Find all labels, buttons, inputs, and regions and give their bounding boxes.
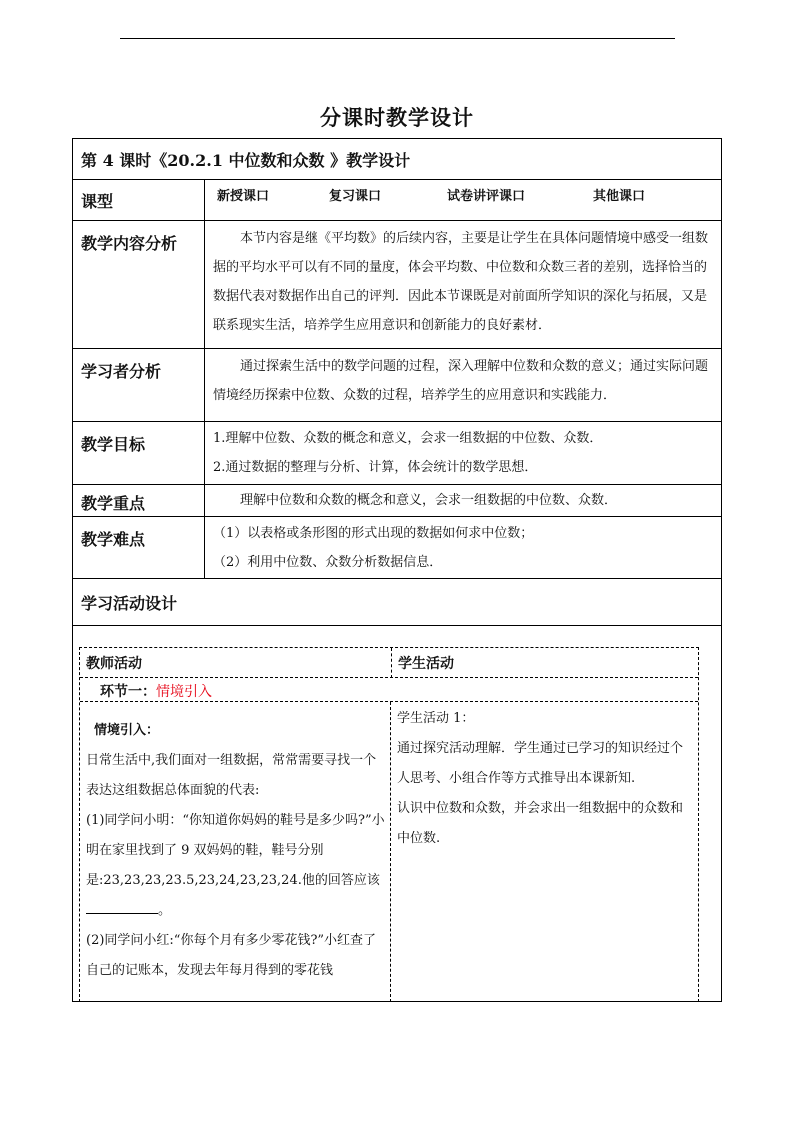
difficult-points-label: 教学难点 <box>73 517 205 578</box>
section-prefix: 环节一： <box>100 684 156 700</box>
teacher-paragraph-1: 日常生活中,我们面对一组数据，常常需要寻找一个表达这组数据总体面貌的代表: <box>86 753 377 798</box>
lesson-title: 第 4 课时《20.2.1 中位数和众数 》教学设计 <box>73 139 721 180</box>
lesson-type-option-review[interactable]: 复习课口 <box>329 189 382 204</box>
lesson-type-label: 课型 <box>73 180 205 220</box>
section-name: 情境引入 <box>156 684 212 700</box>
answer-blank[interactable] <box>86 899 158 914</box>
teacher-subtitle: 情境引入： <box>94 723 160 738</box>
difficult-points-row <box>73 517 721 579</box>
learner-analysis-label: 学习者分析 <box>73 349 205 421</box>
content-analysis-row <box>73 221 721 349</box>
content-analysis-text: 本节内容是继《平均数》的后续内容，主要是让学生在具体问题情境中感受一组数据的平均水平可以有不同的量度，体会平均数、中位数和众数三者的差别，选择恰当的数据代表对数据作出自己的评判．因此本节课既是对前面所学知识的深化与拓展，又是联系现实生活，培养学生应用意识和创新能力的良好素材． <box>213 231 709 333</box>
teacher-paragraph-3: (2)同学问小红:“你每个月有多少零花钱?”小红查了自己的记账本，发现去年每月得到的零花钱 <box>86 933 377 978</box>
lesson-type-option-exam[interactable]: 试卷讲评课口 <box>447 189 526 204</box>
key-points-text: 理解中位数和众数的概念和意义，会求一组数据的中位数、众数． <box>240 493 618 508</box>
lesson-type-options <box>205 180 721 220</box>
student-paragraph-2: 认识中位数和众数，并会求出一组数据中的众数和中位数. <box>397 801 684 846</box>
learner-analysis-row <box>73 349 721 422</box>
key-points-row <box>73 485 721 517</box>
difficult-point-1: （1）以表格或条形图的形式出现的数据如何求中位数； <box>213 526 534 541</box>
content-analysis-label: 教学内容分析 <box>73 221 205 348</box>
student-activity-title: 学生活动 1： <box>397 711 475 726</box>
teaching-goals-row <box>73 422 721 485</box>
activity-table <box>79 647 699 1002</box>
student-paragraph-1: 通过探究活动理解．学生通过已学习的知识经过个人思考、小组合作等方式推导出本课新知. <box>397 741 684 786</box>
activity-table-header <box>80 648 698 678</box>
lesson-type-option-other[interactable]: 其他课口 <box>593 189 646 204</box>
lesson-plan-table <box>72 138 722 1002</box>
document-title: 分课时教学设计 <box>320 105 474 130</box>
activity-design-heading: 学习活动设计 <box>73 579 721 626</box>
section-heading <box>80 678 698 702</box>
student-activity-column <box>391 702 698 1002</box>
teaching-goal-1: 1.理解中位数、众数的概念和意义，会求一组数据的中位数、众数． <box>213 431 603 446</box>
teacher-paragraph-2: (1)同学问小明：“你知道你妈妈的鞋号是多少吗?”小明在家里找到了 9 双妈妈的鞋，鞋号分别是:23,23,23,23.5,23,24,23,23,24.他的回答应该。 <box>86 813 385 918</box>
teacher-activity-header: 教师活动 <box>86 656 142 672</box>
teaching-goal-2: 2.通过数据的整理与分析、计算，体会统计的数学思想． <box>213 460 538 475</box>
lesson-type-option-new[interactable]: 新授课口 <box>217 189 270 204</box>
header-divider <box>391 648 392 678</box>
lesson-type-row <box>73 180 721 221</box>
learner-analysis-text: 通过探索生活中的数学问题的过程，深入理解中位数和众数的意义；通过实际问题情境经历探索中位数、众数的过程，培养学生的应用意识和实践能力． <box>213 359 709 403</box>
student-activity-header: 学生活动 <box>398 656 454 672</box>
key-points-label: 教学重点 <box>73 485 205 516</box>
difficult-point-2: （2）利用中位数、众数分析数据信息． <box>213 555 443 570</box>
teaching-goals-label: 教学目标 <box>73 422 205 484</box>
header-rule <box>120 38 675 39</box>
teacher-activity-column <box>80 702 391 1002</box>
